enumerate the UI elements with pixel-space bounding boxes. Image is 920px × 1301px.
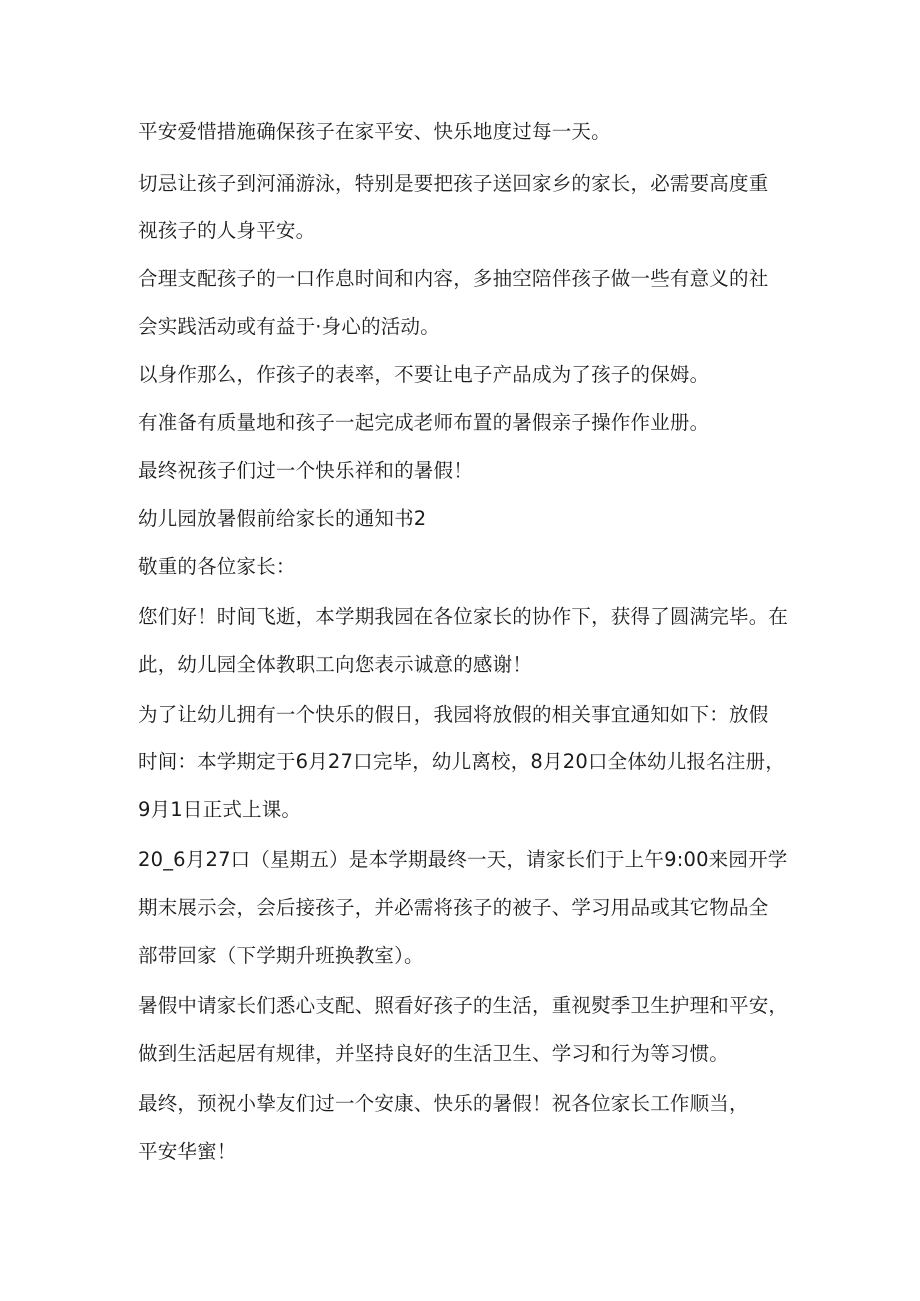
text-line: 时间：本学期定于6月27口完毕，幼儿离校，8月20口全体幼儿报名注册， — [138, 750, 785, 773]
text-line: 20_6月27口（星期五）是本学期最终一天，请家长们于上午9:00来园开学 — [138, 848, 788, 871]
text-line: 9月1日正式上课。 — [138, 798, 302, 821]
text-line: 部带回家（下学期升班换教室）。 — [138, 944, 424, 967]
text-line: 切忌让孩子到河涌游泳，特别是要把孩子送回家乡的家长，必需要高度重 — [138, 172, 769, 195]
text-line: 最终祝孩子们过一个快乐祥和的暑假！ — [138, 459, 473, 482]
text-line: 暑假中请家长们悉心支配、照看好孩子的生活，重视熨季卫生护理和平安， — [138, 994, 789, 1017]
text-line: 合理支配孩子的一口作息时间和内容，多抽空陪伴孩子做一些有意义的社 — [138, 267, 769, 290]
text-line: 期末展示会，会后接孩子，并必需将孩子的被子、学习用品或其它物品全 — [138, 896, 769, 919]
section-heading: 幼儿园放暑假前给家长的通知书2 — [138, 507, 427, 530]
text-line: 为了让幼儿拥有一个快乐的假日，我园将放假的相关事宜通知如下：放假 — [138, 703, 769, 726]
text-line: 有准备有质量地和孩子一起完成老师布置的暑假亲子操作作业册。 — [138, 411, 710, 434]
closing-line: 平安华蜜！ — [138, 1140, 237, 1163]
text-line: 视孩子的人身平安。 — [138, 219, 316, 242]
text-line: 平安爱惜措施确保孩子在家平安、快乐地度过每一天。 — [138, 120, 611, 143]
salutation: 敬重的各位家长： — [138, 555, 296, 578]
text-line: 会实践活动或有益于·身心的活动。 — [138, 315, 440, 338]
text-line: 您们好！时间飞逝，本学期我园在各位家长的协作下，获得了圆满完毕。在 — [138, 605, 789, 628]
text-line: 此，幼儿园全体教职工向您表示诚意的感谢！ — [138, 653, 533, 676]
text-line: 以身作那么，作孩子的表率，不要让电子产品成为了孩子的保姆。 — [138, 363, 710, 386]
text-line: 做到生活起居有规律，并坚持良好的生活卫生、学习和行为等习惯。 — [138, 1042, 730, 1065]
text-line: 最终，预祝小挚友们过一个安康、快乐的暑假！祝各位家长工作顺当， — [138, 1092, 749, 1115]
